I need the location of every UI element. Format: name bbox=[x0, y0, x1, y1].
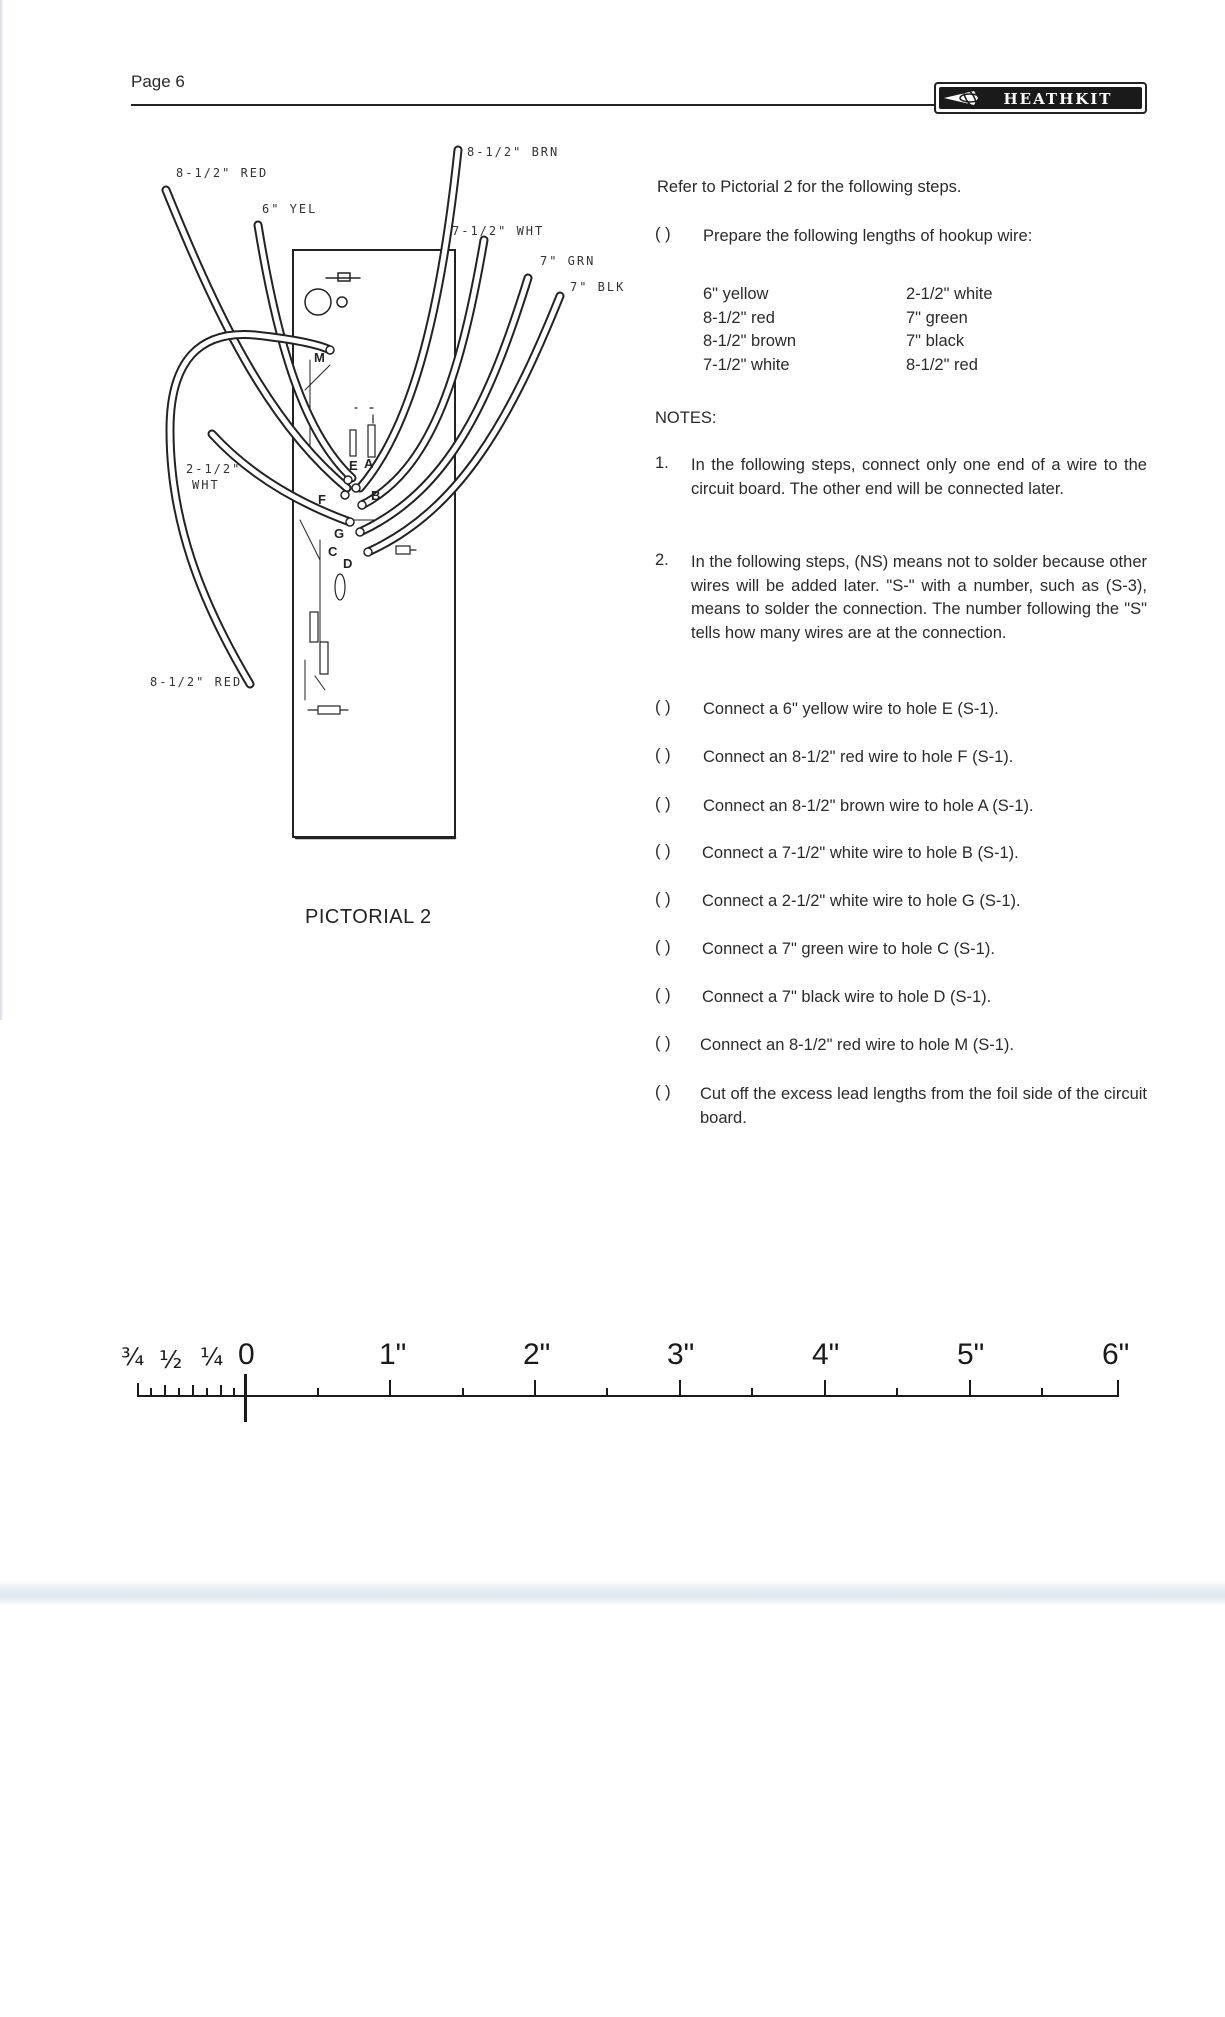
label-green: 7" GRN bbox=[540, 254, 596, 268]
ruler-zero-tick bbox=[244, 1374, 247, 1422]
ruler-label-2: 2" bbox=[523, 1338, 551, 1371]
label-brown: 8-1/2" BRN bbox=[467, 145, 560, 159]
hole-label-d: D bbox=[343, 556, 353, 571]
step-text: Connect a 6" yellow wire to hole E (S-1). bbox=[703, 700, 999, 718]
ruler-tick bbox=[824, 1380, 826, 1396]
ruler-tick bbox=[137, 1383, 139, 1396]
ruler-label-4: 4" bbox=[812, 1338, 840, 1371]
ruler-tick bbox=[679, 1380, 681, 1396]
checkbox-step[interactable]: ( ) bbox=[655, 1083, 671, 1101]
ruler-tick bbox=[1117, 1380, 1119, 1396]
ruler-tick bbox=[192, 1385, 194, 1396]
ruler-tick bbox=[164, 1385, 166, 1396]
wire-list-col2 bbox=[906, 283, 993, 377]
ruler-label-5: 5" bbox=[957, 1338, 985, 1371]
ruler-tick bbox=[178, 1388, 180, 1396]
logo-brand-text: HEATHKIT bbox=[1003, 90, 1113, 108]
step-text: Connect a 7" green wire to hole C (S-1). bbox=[702, 940, 995, 958]
wire-red-long-to-M bbox=[170, 334, 330, 684]
ruler-tick bbox=[462, 1388, 464, 1396]
label-white-short: 2-1/2" bbox=[186, 462, 242, 476]
step-text: Connect a 7" black wire to hole D (S-1). bbox=[702, 988, 992, 1006]
checkbox-step[interactable]: ( ) bbox=[655, 842, 671, 860]
step-text: Cut off the excess lead lengths from the foil side of the circuit board. bbox=[700, 1085, 1147, 1127]
note-text: In the following steps, connect only one end of a wire to the circuit board. The other end will be connected later. bbox=[691, 456, 1147, 498]
ruler-tick bbox=[896, 1388, 898, 1396]
ruler-tick bbox=[317, 1388, 319, 1396]
note-text: In the following steps, (NS) means not to solder because other wires will be added later. "S-" with a number, such as (S-3), means to solder the connection. The number following the "S" tells how many wires are at the connection. bbox=[691, 553, 1147, 642]
hole-label-g: G bbox=[334, 526, 345, 541]
wire-list-col1 bbox=[703, 283, 796, 377]
label-white-short-color: WHT bbox=[192, 478, 220, 492]
label-red-bottom: 8-1/2" RED bbox=[150, 675, 243, 689]
hole-label-a: A bbox=[364, 456, 374, 471]
step-text: Connect a 2-1/2" white wire to hole G (S-1). bbox=[702, 892, 1021, 910]
checkbox-step[interactable]: ( ) bbox=[655, 938, 671, 956]
step-text: Connect a 7-1/2" white wire to hole B (S-1). bbox=[702, 844, 1019, 862]
checkbox-step[interactable]: ( ) bbox=[655, 986, 671, 1004]
hole-label-c: C bbox=[328, 544, 338, 559]
hole-label-b: B bbox=[371, 488, 381, 503]
ruler-tick bbox=[969, 1380, 971, 1396]
ruler-fraction-half: ½ bbox=[159, 1346, 183, 1374]
step-text: Connect an 8-1/2" red wire to hole M (S-1). bbox=[700, 1036, 1014, 1054]
checkbox-step[interactable]: ( ) bbox=[655, 698, 671, 716]
hole-label-m: M bbox=[314, 350, 325, 365]
ruler-tick bbox=[150, 1388, 152, 1396]
prepare-text: Prepare the following lengths of hookup wire: bbox=[703, 227, 1033, 245]
ruler-fraction-three-quarter: ¾ bbox=[121, 1343, 145, 1371]
note-number: 1. bbox=[655, 454, 669, 472]
ruler-label-1: 1" bbox=[379, 1338, 407, 1371]
hole-label-f: F bbox=[318, 492, 326, 507]
ruler-tick bbox=[751, 1388, 753, 1396]
checkbox-step[interactable]: ( ) bbox=[655, 746, 671, 764]
checkbox-step[interactable]: ( ) bbox=[655, 890, 671, 908]
wire-item: 8-1/2" red bbox=[703, 308, 775, 327]
wire-item: 7" green bbox=[906, 308, 968, 327]
checkbox-prepare[interactable]: ( ) bbox=[655, 225, 671, 243]
wire-item: 7-1/2" white bbox=[703, 355, 790, 374]
step-text: Connect an 8-1/2" red wire to hole F (S-1). bbox=[703, 748, 1014, 766]
wire-item: 8-1/2" red bbox=[906, 355, 978, 374]
ruler-baseline bbox=[137, 1395, 1119, 1397]
label-white-long: 7-1/2" WHT bbox=[452, 224, 545, 238]
label-yellow: 6" YEL bbox=[262, 202, 318, 216]
ruler-tick bbox=[233, 1388, 235, 1396]
ruler-tick bbox=[534, 1380, 536, 1396]
wire-item: 8-1/2" brown bbox=[703, 332, 796, 350]
ruler-tick bbox=[206, 1388, 208, 1396]
ruler-tick bbox=[606, 1388, 608, 1396]
wire-item: 6" yellow bbox=[703, 285, 769, 303]
hole-label-e: E bbox=[349, 458, 358, 473]
ruler-label-6: 6" bbox=[1102, 1338, 1130, 1371]
wire-item: 7" black bbox=[906, 332, 965, 350]
pictorial-caption: PICTORIAL 2 bbox=[305, 906, 432, 928]
scan-edge-band bbox=[0, 1580, 1225, 1606]
label-black: 7" BLK bbox=[570, 280, 626, 294]
ruler-fraction-quarter: ¼ bbox=[200, 1343, 224, 1371]
ruler-label-0: 0 bbox=[238, 1338, 255, 1371]
checkbox-step[interactable]: ( ) bbox=[655, 1034, 671, 1052]
note-number: 2. bbox=[655, 551, 669, 569]
checkbox-step[interactable]: ( ) bbox=[655, 795, 671, 813]
ruler-tick bbox=[389, 1380, 391, 1396]
ruler-tick bbox=[220, 1385, 222, 1396]
ruler-label-3: 3" bbox=[667, 1338, 695, 1371]
notes-heading: NOTES: bbox=[655, 409, 717, 427]
wire-item: 2-1/2" white bbox=[906, 285, 993, 303]
step-text: Connect an 8-1/2" brown wire to hole A (S-1). bbox=[703, 797, 1034, 815]
intro-text: Refer to Pictorial 2 for the following steps. bbox=[657, 178, 962, 196]
page-number: Page 6 bbox=[131, 72, 185, 91]
label-red-top: 8-1/2" RED bbox=[176, 166, 269, 180]
ruler-tick bbox=[1041, 1388, 1043, 1396]
